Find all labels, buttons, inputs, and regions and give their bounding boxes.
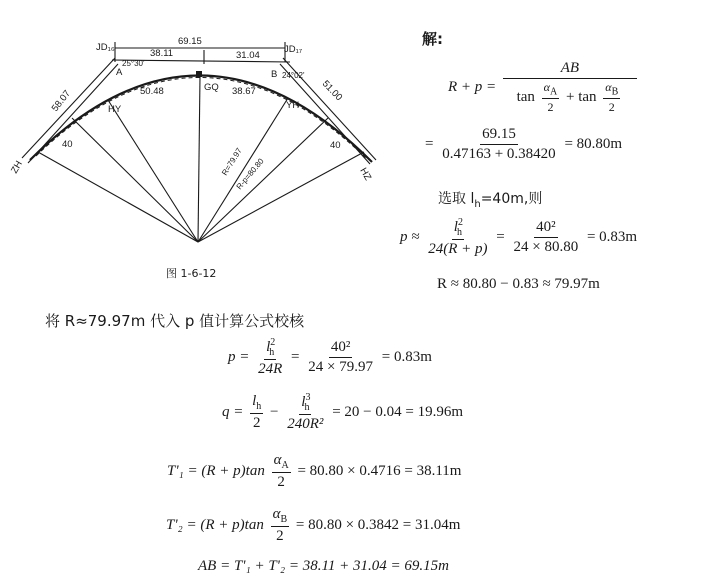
label-lh-right: 40 xyxy=(330,140,341,151)
label-dim-right: 31.04 xyxy=(236,50,260,61)
eq2-equals: = xyxy=(425,135,434,152)
eq1-tan-a: tan xyxy=(516,89,535,106)
label-yh: YH xyxy=(286,100,300,111)
eq6-lhs: q = xyxy=(222,403,244,420)
eq1-tan-b: tan xyxy=(578,89,597,106)
eq6-l3-sub: h xyxy=(304,402,310,413)
radial-hy xyxy=(72,118,198,242)
eq3-num2: 40² xyxy=(534,219,558,238)
eq3-den1: 24(R + p) xyxy=(428,241,488,257)
eq3-l-sup: 2 xyxy=(457,217,463,228)
radial-hy2 xyxy=(108,100,198,242)
eq6-den1: 2 xyxy=(252,415,261,431)
equation-p-check xyxy=(228,337,432,378)
eq5-num2: 40² xyxy=(329,339,353,358)
eq6-den2: 240R² xyxy=(287,416,324,432)
eq8-alpha: α xyxy=(272,506,281,522)
equation-ab: AB = T'₁ + T'₂ = 38.11 + 31.04 = 69.15m xyxy=(198,558,449,574)
eq1-two-b: 2 xyxy=(608,100,615,115)
eq5-equals: = xyxy=(291,348,300,365)
eq7-result: = 80.80 × 0.4716 = 38.11m xyxy=(297,462,462,479)
eq1-alpha-b-sub: B xyxy=(611,86,619,98)
label-angle-b: 24°02' xyxy=(282,71,305,80)
eq7-lhs: T'₁ = (R + p)tan xyxy=(167,462,265,479)
radial-gq xyxy=(198,76,200,242)
radial-hz xyxy=(198,152,364,242)
eq1-numerator: AB xyxy=(503,60,637,79)
check-line: 将 R≈79.97m 代入 p 值计算公式校核 xyxy=(45,312,305,330)
equation-p-approx xyxy=(400,217,637,258)
eq7-alpha-sub: A xyxy=(281,460,289,471)
label-point-b: B xyxy=(271,69,278,80)
eq6-result: = 20 − 0.04 = 19.96m xyxy=(332,403,463,420)
eq6-l: l xyxy=(252,393,257,409)
label-angle-a: 25°30' xyxy=(122,59,145,68)
eq5-l: l xyxy=(266,339,271,355)
label-dim-total: 69.15 xyxy=(178,36,202,47)
equation-r-plus-p xyxy=(448,60,640,115)
eq6-l3: l xyxy=(301,394,306,410)
eq3-result: = 0.83m xyxy=(586,228,638,245)
radial-zh xyxy=(38,152,198,242)
eq7-den: 2 xyxy=(277,474,285,490)
eq8-alpha-sub: B xyxy=(280,514,288,525)
eq8-result: = 80.80 × 0.3842 = 31.04m xyxy=(295,516,461,533)
eq8-den: 2 xyxy=(276,528,284,544)
eq1-two-a: 2 xyxy=(547,100,554,115)
label-jd16: JD₁₆ xyxy=(96,42,115,53)
eq3-den2: 24 × 80.80 xyxy=(513,239,579,255)
eq1-alpha-a-sub: A xyxy=(549,86,558,98)
eq2-denominator: 0.47163 + 0.38420 xyxy=(442,146,556,162)
eq6-l3-sup: 3 xyxy=(305,392,311,403)
radial-yh2 xyxy=(198,118,328,242)
label-dim-left: 38.11 xyxy=(150,48,174,59)
eq6-minus: − xyxy=(270,403,279,420)
eq3-l: l xyxy=(453,219,458,235)
equation-t1 xyxy=(167,452,461,491)
select-lh-rest: =40m,则 xyxy=(480,191,543,207)
label-gq: GQ xyxy=(204,82,219,93)
select-lh-text: 选取 l xyxy=(438,191,475,207)
equation-t2 xyxy=(166,506,460,545)
eq5-lhs: p = xyxy=(228,348,250,365)
select-lh-sub: h xyxy=(474,198,481,210)
label-arc-right: 38.67 xyxy=(232,86,256,97)
select-lh-line xyxy=(438,188,542,210)
eq1-plus: + xyxy=(565,89,575,106)
label-lh-left: 40 xyxy=(62,139,73,150)
eq3-lhs: p ≈ xyxy=(400,228,420,245)
label-hy: HY xyxy=(108,104,122,115)
eq5-result: = 0.83m xyxy=(381,348,432,365)
eq1-alpha-b: α xyxy=(605,80,612,94)
label-len-right: 51.00 xyxy=(319,78,345,104)
equation-r-plus-p-value xyxy=(425,126,622,163)
label-len-left: 58.07 xyxy=(49,88,74,114)
radial-yh xyxy=(198,98,288,242)
equation-q xyxy=(222,392,463,433)
label-point-a: A xyxy=(116,67,123,78)
eq1-lhs: R + p = xyxy=(448,79,497,96)
solution-heading: 解: xyxy=(422,30,443,48)
label-zh: ZH xyxy=(9,159,25,176)
eq2-numerator: 69.15 xyxy=(480,126,518,145)
eq7-alpha: α xyxy=(273,452,282,468)
label-hz: HZ xyxy=(357,166,374,183)
eq6-l-sub: h xyxy=(256,401,262,412)
eq5-l-sup: 2 xyxy=(270,337,276,348)
eq5-l-sub: h xyxy=(269,347,275,358)
figure-caption: 图 1-6-12 xyxy=(166,267,217,280)
eq2-result: = 80.80m xyxy=(564,135,623,152)
eq3-l-sub: h xyxy=(456,227,462,238)
label-jd17: JD₁₇ xyxy=(284,44,303,55)
equation-r-approx: R ≈ 80.80 − 0.83 ≈ 79.97m xyxy=(437,276,600,292)
eq1-alpha-a: α xyxy=(543,80,550,94)
eq5-den2: 24 × 79.97 xyxy=(308,359,373,375)
eq5-den1: 24R xyxy=(258,361,283,377)
gq-marker xyxy=(196,71,202,77)
label-arc-left: 50.48 xyxy=(140,86,164,97)
curve-diagram xyxy=(0,0,400,290)
eq3-equals: = xyxy=(496,228,505,245)
label-radius-minus-p: R-p=80.80 xyxy=(234,156,266,192)
eq8-lhs: T'₂ = (R + p)tan xyxy=(166,516,264,533)
label-radius: R=79.97 xyxy=(220,146,244,178)
